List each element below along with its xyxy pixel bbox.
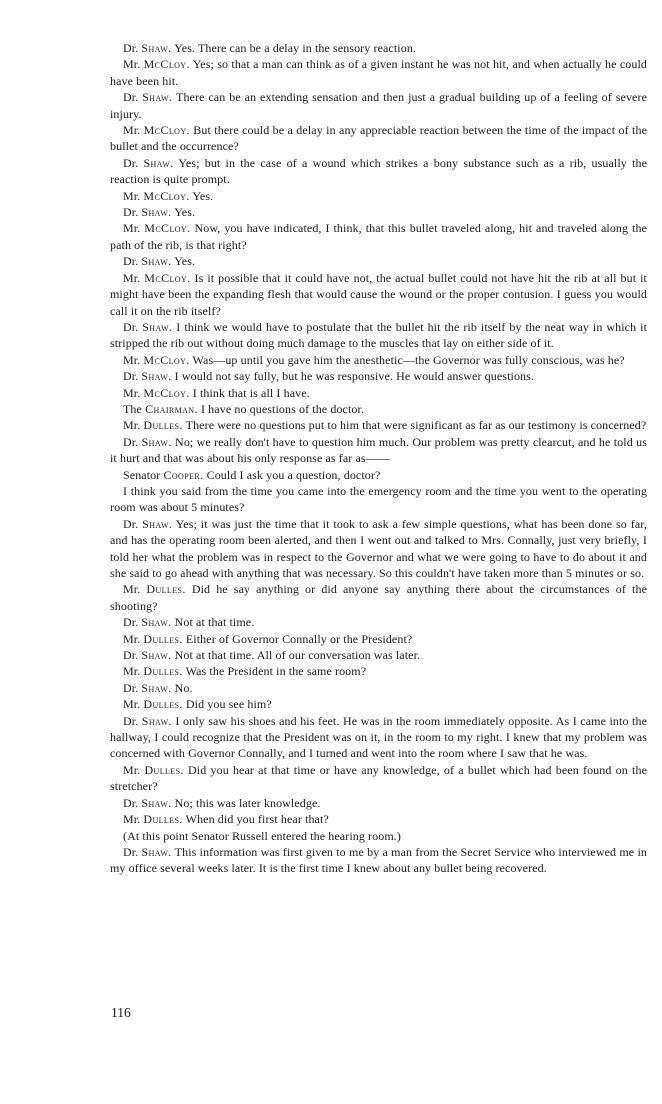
testimony-paragraph: Dr. Shaw. Not at that time. All of our conversation was later. bbox=[123, 648, 421, 663]
testimony-paragraph: Mr. Dulles. There were no questions put to him that were significant as far as our testimony is concerned? bbox=[123, 418, 647, 433]
testimony-paragraph: Mr. Dulles. Either of Governor Connally or the President? bbox=[123, 631, 413, 646]
speaker-name: Cooper. bbox=[163, 467, 204, 482]
speaker-prefix: Mr. bbox=[123, 123, 144, 138]
speaker-name: Shaw. bbox=[141, 254, 172, 269]
speaker-name: McCloy. bbox=[143, 57, 190, 72]
testimony-paragraph: Dr. Shaw. No; this was later knowledge. bbox=[123, 795, 321, 810]
testimony-paragraph: Dr. Shaw. There can be an extending sensation and then just a gradual building up of a feeling of severe injury. bbox=[110, 90, 647, 121]
speaker-name: Shaw. bbox=[141, 615, 172, 630]
testimony-paragraph: Dr. Shaw. Yes; it was just the time that it took to ask a few simple questions, what has been done so far, and has the operating room been alerted, and then I went out and talked to Mrs. Connally, just very briefly, I told her what the problem was in respect to the Governor and what we were going to have to do about it and she said to go ahead with anything that was necessary. So this couldn't have taken more than 5 minutes or so. bbox=[110, 516, 647, 580]
speaker-name: Shaw. bbox=[141, 680, 172, 695]
speaker-name: Shaw. bbox=[141, 795, 172, 810]
speaker-prefix: Mr. bbox=[123, 352, 144, 367]
testimony-paragraph: Mr. McCloy. But there could be a delay in any appreciable reaction between the time of the impact of the bullet and the occurrence? bbox=[110, 123, 648, 154]
speaker-name: Shaw. bbox=[141, 205, 172, 220]
speaker-prefix: Dr. bbox=[123, 516, 143, 531]
speaker-name: Shaw. bbox=[143, 155, 174, 170]
speaker-prefix: Dr. bbox=[123, 615, 142, 630]
speaker-prefix: Mr. bbox=[123, 221, 145, 236]
speaker-prefix: Dr. bbox=[123, 205, 142, 220]
speaker-name: McCloy. bbox=[143, 385, 190, 400]
speaker-name: Shaw. bbox=[141, 41, 172, 55]
testimony-paragraph: Mr. Dulles. Did you see him? bbox=[123, 697, 272, 712]
testimony-paragraph: Dr. Shaw. Yes; but in the case of a wound which strikes a bony substance such as a rib, usually the reaction is quite prompt. bbox=[110, 155, 648, 187]
speaker-name: McCloy. bbox=[144, 221, 191, 236]
testimony-paragraph: Dr. Shaw. Yes. bbox=[123, 205, 196, 220]
speaker-prefix: Dr. bbox=[123, 434, 142, 449]
speaker-name: Dulles. bbox=[143, 664, 183, 679]
testimony-paragraph: Mr. Dulles. Did he say anything or did anyone say anything there about the circumstances of the shooting? bbox=[110, 582, 647, 613]
speaker-prefix: Mr. bbox=[123, 188, 144, 203]
page-number: 116 bbox=[111, 1005, 131, 1020]
speaker-prefix: Dr. bbox=[123, 41, 142, 55]
speaker-prefix: The bbox=[123, 401, 146, 416]
testimony-paragraph-plain: I think you said from the time you came into the emergency room and the time you went to the operating room was about 5 minutes? bbox=[110, 483, 647, 515]
speaker-prefix: Dr. bbox=[123, 319, 143, 334]
speaker-name: Dulles. bbox=[143, 631, 183, 646]
speaker-prefix: Mr. bbox=[123, 762, 145, 777]
speaker-name: Dulles. bbox=[143, 418, 183, 433]
testimony-paragraph: Mr. McCloy. Is it possible that it could have not, the actual bullet could not have hit the rib at all but it might have been the expanding flesh that would cause the wound or the proper contusion. I guess you would call it on the rib itself? bbox=[110, 270, 647, 318]
testimony-paragraph: Dr. Shaw. Yes. There can be a delay in the sensory reaction. bbox=[123, 41, 417, 55]
speaker-name: Dulles. bbox=[144, 762, 184, 777]
testimony-paragraph: The Chairman. I have no questions of the doctor. bbox=[123, 401, 365, 416]
speaker-name: McCloy. bbox=[143, 352, 190, 367]
speaker-prefix: Mr. bbox=[123, 697, 144, 712]
speaker-name: Shaw. bbox=[141, 648, 172, 663]
speaker-prefix: Dr. bbox=[123, 254, 142, 269]
testimony-paragraph: Mr. McCloy. Now, you have indicated, I think, that this bullet traveled along, hit and traveled along the path of the rib, is that right? bbox=[110, 221, 648, 252]
testimony-paragraph: Mr. McCloy. Yes; so that a man can think as of a given instant he was not hit, and when actually he could have been hit. bbox=[110, 57, 647, 88]
speaker-name: Shaw. bbox=[141, 369, 172, 384]
speaker-prefix: Dr. bbox=[123, 795, 142, 810]
speaker-prefix: Mr. bbox=[123, 385, 144, 400]
testimony-paragraph: Mr. McCloy. I think that is all I have. bbox=[123, 385, 310, 400]
speaker-name: Dulles. bbox=[146, 582, 186, 597]
testimony-paragraph: Mr. McCloy. Was—up until you gave him the anesthetic—the Governor was fully conscious, was he? bbox=[123, 352, 625, 367]
speaker-prefix: Dr. bbox=[123, 369, 142, 384]
speaker-prefix: Dr. bbox=[123, 90, 143, 105]
speaker-prefix: Mr. bbox=[123, 664, 144, 679]
speaker-prefix: Mr. bbox=[123, 582, 147, 597]
speaker-prefix: Dr. bbox=[123, 680, 142, 695]
testimony-paragraph: Dr. Shaw. Yes. bbox=[123, 254, 196, 269]
speaker-name: Shaw. bbox=[141, 434, 172, 449]
speaker-name: Shaw. bbox=[142, 319, 173, 334]
speaker-prefix: Mr. bbox=[123, 418, 144, 433]
speaker-prefix: Dr. bbox=[123, 844, 142, 859]
testimony-paragraph: Dr. Shaw. This information was first given to me by a man from the Secret Service who interviewed me in my office several weeks later. It is the first time I knew about any bullet being recovered. bbox=[110, 844, 647, 876]
testimony-paragraph: Mr. Dulles. When did you first hear that? bbox=[123, 812, 329, 827]
speaker-prefix: Senator bbox=[123, 467, 164, 482]
testimony-paragraph: Dr. Shaw. Not at that time. bbox=[123, 615, 255, 630]
testimony-paragraph: Dr. Shaw. I would not say fully, but he was responsive. He would answer questions. bbox=[123, 369, 535, 384]
speaker-prefix: Dr. bbox=[123, 713, 142, 728]
testimony-paragraph: Mr. McCloy. Yes. bbox=[123, 188, 214, 203]
speaker-prefix: Dr. bbox=[123, 648, 142, 663]
testimony-paragraph: Dr. Shaw. I think we would have to postulate that the bullet hit the rib itself by the neat way in which it stripped the rib out without doing much damage to the muscles that lay on either side of it. bbox=[110, 319, 647, 351]
speaker-prefix: Mr. bbox=[123, 57, 144, 72]
speaker-prefix: Mr. bbox=[123, 270, 145, 285]
speaker-name: McCloy. bbox=[143, 188, 190, 203]
speaker-prefix: Dr. bbox=[123, 155, 144, 170]
speaker-name: Shaw. bbox=[141, 713, 172, 728]
testimony-paragraph: Dr. Shaw. I only saw his shoes and his feet. He was in the room immediately opposite. As I came into the hallway, I could recognize that the President was on it, in the room to my right. I knew that my problem was concerned with Governor Connally, and I turned and went into the room where I saw that he was. bbox=[110, 713, 647, 761]
testimony-paragraph: Mr. Dulles. Was the President in the same room? bbox=[123, 664, 367, 679]
speaker-name: Shaw. bbox=[142, 516, 173, 531]
testimony-body bbox=[110, 40, 647, 877]
speaker-name: Dulles. bbox=[143, 697, 183, 712]
speaker-name: Dulles. bbox=[143, 812, 183, 827]
speaker-name: McCloy. bbox=[144, 270, 191, 285]
testimony-paragraph: Dr. Shaw. No. bbox=[123, 680, 193, 695]
speaker-prefix: Mr. bbox=[123, 812, 144, 827]
testimony-paragraph: Mr. Dulles. Did you hear at that time or have any knowledge, of a bullet which had been found on the stretcher? bbox=[110, 762, 647, 794]
testimony-paragraph: Senator Cooper. Could I ask you a question, doctor? bbox=[123, 467, 381, 482]
speaker-name: Shaw. bbox=[141, 844, 172, 859]
testimony-paragraph-plain: (At this point Senator Russell entered the hearing room.) bbox=[123, 828, 401, 843]
testimony-paragraph: Dr. Shaw. No; we really don't have to question him much. Our problem was pretty clearcut, and he told us it hurt and that was about his only response as far as—— bbox=[110, 434, 647, 466]
speaker-name: McCloy. bbox=[143, 123, 190, 138]
speaker-prefix: Mr. bbox=[123, 631, 144, 646]
speaker-name: Shaw. bbox=[142, 90, 173, 105]
speaker-name: Chairman. bbox=[145, 401, 198, 416]
